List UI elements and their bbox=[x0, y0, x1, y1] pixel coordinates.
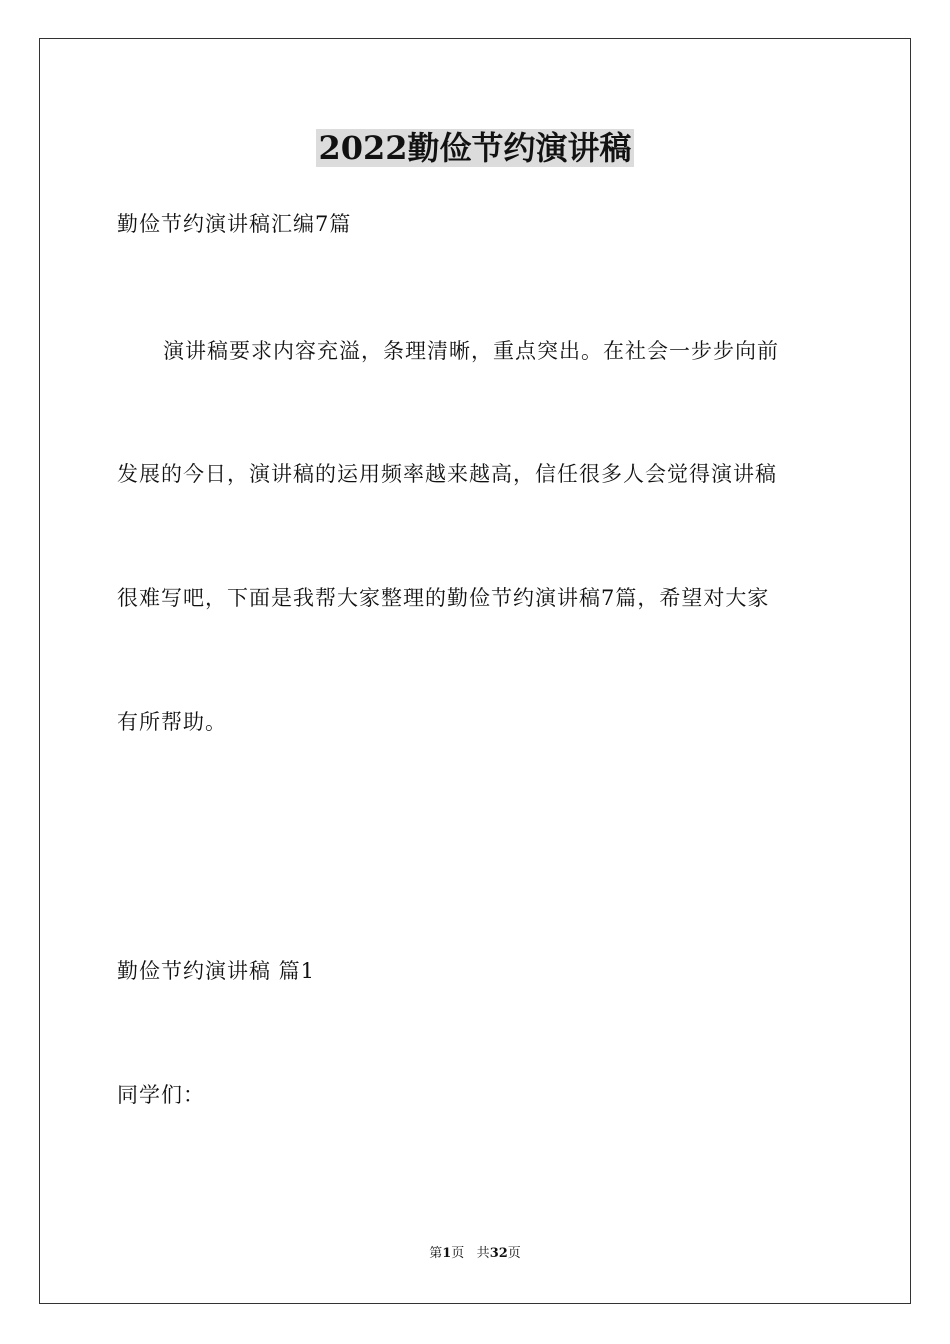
page-number: 1 bbox=[442, 1246, 452, 1261]
total-suffix: 页 bbox=[507, 1246, 521, 1261]
section-heading: 勤俭节约演讲稿 篇1 bbox=[117, 959, 316, 983]
intro-paragraph-line-4: 有所帮助。 bbox=[117, 710, 227, 734]
document-subtitle: 勤俭节约演讲稿汇编7篇 bbox=[117, 212, 352, 236]
total-pages: 32 bbox=[489, 1246, 508, 1261]
document-title-text: 2022勤俭节约演讲稿 bbox=[318, 129, 632, 167]
page-prefix: 第 bbox=[429, 1246, 443, 1261]
intro-paragraph-line-1: 演讲稿要求内容充溢，条理清晰，重点突出。在社会一步步向前 bbox=[163, 339, 779, 363]
page-footer bbox=[0, 1245, 950, 1263]
greeting: 同学们： bbox=[117, 1083, 205, 1107]
intro-paragraph-line-2: 发展的今日，演讲稿的运用频率越来越高，信任很多人会觉得演讲稿 bbox=[117, 462, 777, 486]
total-prefix: 共 bbox=[476, 1246, 490, 1261]
intro-paragraph-line-3: 很难写吧，下面是我帮大家整理的勤俭节约演讲稿7篇，希望对大家 bbox=[117, 586, 770, 610]
page-suffix: 页 bbox=[451, 1246, 465, 1261]
document-title bbox=[0, 126, 950, 170]
